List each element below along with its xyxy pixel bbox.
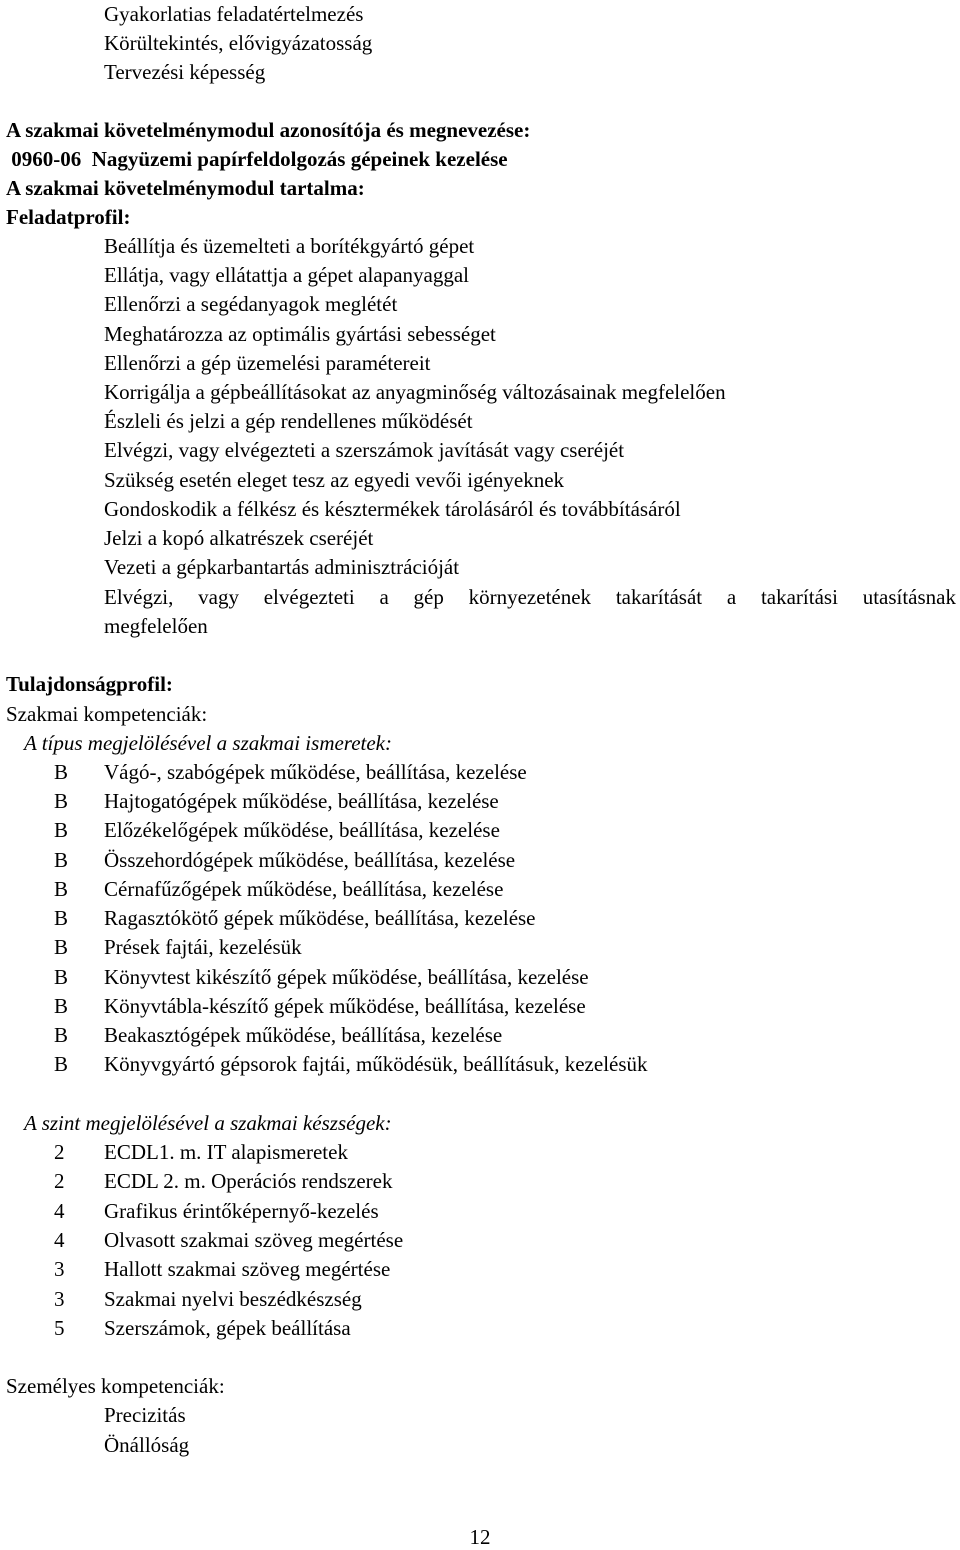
top-list-item: Körültekintés, elővigyázatosság (104, 31, 373, 55)
task-item: Ellátja, vagy ellátattja a gépet alapanyaggal (104, 263, 469, 287)
skills-heading: A szint megjelölésével a szakmai készségek: (24, 1111, 392, 1135)
knowledge-code: B (54, 848, 69, 872)
knowledge-code: B (54, 789, 69, 813)
page-number: 12 (469, 1525, 491, 1549)
personal-competency-item: Precizitás (104, 1403, 186, 1427)
task-item: Észleli és jelzi a gép rendellenes működését (104, 409, 473, 433)
knowledge-text: Beakasztógépek működése, beállítása, kezelése (104, 1023, 503, 1047)
module-id-heading: A szakmai követelménymodul azonosítója és megnevezése: (6, 118, 531, 142)
knowledge-text: Előzékelőgépek működése, beállítása, kezelése (104, 818, 500, 842)
knowledge-heading: A típus megjelölésével a szakmai ismeretek: (24, 731, 392, 755)
knowledge-text: Ragasztókötő gépek működése, beállítása, kezelése (104, 906, 536, 930)
task-item: Ellenőrzi a gép üzemelési paramétereit (104, 351, 431, 375)
skill-level: 2 (54, 1169, 65, 1193)
knowledge-text: Prések fajtái, kezelésük (104, 935, 302, 959)
knowledge-code: B (54, 965, 69, 989)
skill-text: Grafikus érintőképernyő-kezelés (104, 1199, 379, 1223)
task-item-last-line2: megfelelően (104, 614, 208, 638)
knowledge-code: B (54, 1052, 69, 1076)
knowledge-text: Cérnafűzőgépek működése, beállítása, kezelése (104, 877, 504, 901)
knowledge-text: Összehordógépek működése, beállítása, kezelése (104, 848, 516, 872)
task-item: Szükség esetén eleget tesz az egyedi vevői igényeknek (104, 468, 565, 492)
knowledge-code: B (54, 1023, 69, 1047)
knowledge-code: B (54, 760, 69, 784)
skill-level: 3 (54, 1257, 65, 1281)
property-profile-heading: Tulajdonságprofil: (6, 672, 173, 696)
knowledge-text: Vágó-, szabógépek működése, beállítása, kezelése (104, 760, 527, 784)
task-item: Gondoskodik a félkész és késztermékek tárolásáról és továbbításáról (104, 497, 681, 521)
top-list-item: Tervezési képesség (104, 60, 266, 84)
task-item: Ellenőrzi a segédanyagok meglétét (104, 292, 398, 316)
knowledge-text: Könyvtábla-készítő gépek működése, beállítása, kezelése (104, 994, 586, 1018)
task-item: Elvégzi, vagy elvégezteti a szerszámok javítását vagy cseréjét (104, 438, 625, 462)
task-item: Korrigálja a gépbeállításokat az anyagminőség változásainak megfelelően (104, 380, 726, 404)
skill-level: 4 (54, 1199, 65, 1223)
knowledge-code: B (54, 906, 69, 930)
skill-text: Hallott szakmai szöveg megértése (104, 1257, 391, 1281)
knowledge-code: B (54, 877, 69, 901)
knowledge-code: B (54, 994, 69, 1018)
skill-text: ECDL 2. m. Operációs rendszerek (104, 1169, 393, 1193)
module-content-heading: A szakmai követelménymodul tartalma: (6, 176, 365, 200)
professional-competencies-heading: Szakmai kompetenciák: (6, 702, 208, 726)
task-item-last-line1: Elvégzi, vagy elvégezteti a gép környezetének takarítását a takarítási utasításnak (104, 585, 956, 609)
top-list-item: Gyakorlatias feladatértelmezés (104, 2, 364, 26)
module-id-value: 0960-06 Nagyüzemi papírfeldolgozás gépeinek kezelése (6, 147, 508, 171)
task-item: Jelzi a kopó alkatrészek cseréjét (104, 526, 374, 550)
skill-level: 5 (54, 1316, 65, 1340)
task-item: Beállítja és üzemelteti a borítékgyártó gépet (104, 234, 475, 258)
skill-text: ECDL1. m. IT alapismeretek (104, 1140, 348, 1164)
task-profile-heading: Feladatprofil: (6, 205, 131, 229)
knowledge-text: Könyvgyártó gépsorok fajtái, működésük, beállításuk, kezelésük (104, 1052, 648, 1076)
knowledge-text: Könyvtest kikészítő gépek működése, beállítása, kezelése (104, 965, 589, 989)
personal-competency-item: Önállóság (104, 1433, 190, 1457)
skill-level: 3 (54, 1287, 65, 1311)
skill-level: 4 (54, 1228, 65, 1252)
knowledge-code: B (54, 935, 69, 959)
knowledge-code: B (54, 818, 69, 842)
task-item: Meghatározza az optimális gyártási sebességet (104, 322, 496, 346)
skill-text: Szerszámok, gépek beállítása (104, 1316, 351, 1340)
task-item: Vezeti a gépkarbantartás adminisztrációját (104, 555, 460, 579)
skill-level: 2 (54, 1140, 65, 1164)
skill-text: Olvasott szakmai szöveg megértése (104, 1228, 404, 1252)
personal-competencies-heading: Személyes kompetenciák: (6, 1374, 225, 1398)
knowledge-text: Hajtogatógépek működése, beállítása, kezelése (104, 789, 499, 813)
skill-text: Szakmai nyelvi beszédkészség (104, 1287, 362, 1311)
